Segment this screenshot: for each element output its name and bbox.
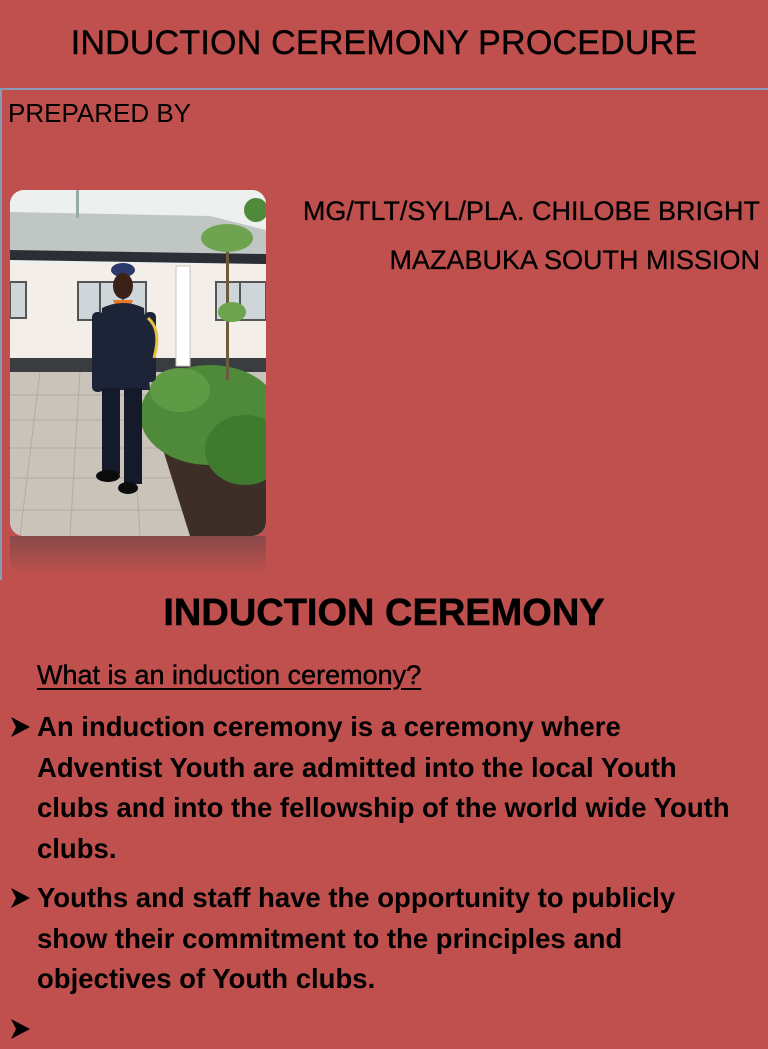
author-photo xyxy=(10,190,266,536)
author-organization: MAZABUKA SOUTH MISSION xyxy=(389,245,760,275)
arrowhead-bullet-icon xyxy=(8,1009,34,1049)
bullet-text: Youths and staff have the opportunity to publicly show their commitment to the principles and objectives of Youth clubs. xyxy=(37,882,676,994)
bullet-text: An induction ceremony is a ceremony where Adventist Youth are admitted into the local Youth clubs and into the fellowship of the world wide Youth clubs. xyxy=(37,711,730,864)
slide-title: INDUCTION CEREMONY PROCEDURE xyxy=(70,24,698,62)
bullet-item xyxy=(8,707,748,869)
arrowhead-bullet-icon xyxy=(8,878,34,918)
section-title: INDUCTION CEREMONY xyxy=(163,592,605,634)
author-name: MG/TLT/SYL/PLA. CHILOBE BRIGHT xyxy=(302,196,760,226)
prepared-by-label: PREPARED BY xyxy=(8,98,192,128)
section-question: What is an induction ceremony? xyxy=(37,660,422,690)
bullet-item xyxy=(8,878,748,1000)
left-divider xyxy=(0,90,2,580)
photo-reflection xyxy=(10,536,266,576)
title-divider xyxy=(0,88,768,90)
arrowhead-bullet-icon xyxy=(8,707,34,747)
bullet-list xyxy=(8,707,748,1009)
